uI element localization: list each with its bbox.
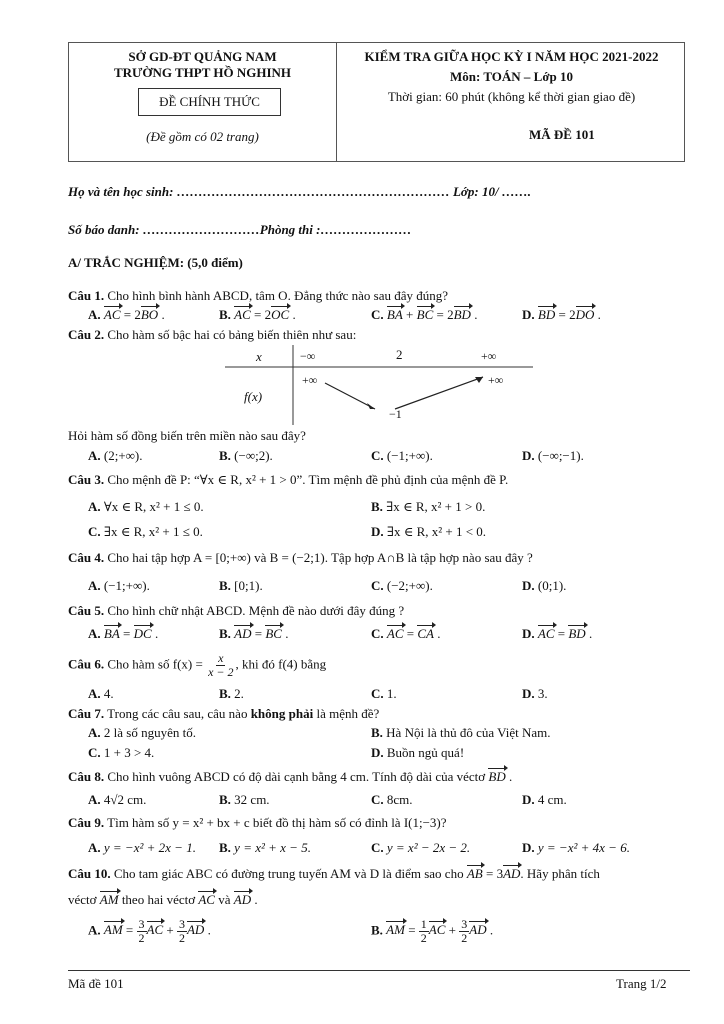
q4-option-b: B. [0;1). <box>219 578 263 593</box>
q4-option-d: D. (0;1). <box>522 578 567 593</box>
increasing-arrow <box>395 377 483 409</box>
q2-option-b: B. (−∞;2). <box>219 448 273 463</box>
table-neg-inf: −∞ <box>300 349 316 363</box>
q3-option-b: B. ∃x ∈ R, x² + 1 > 0. <box>371 499 486 514</box>
q8-option-d: D. 4 cm. <box>522 792 567 807</box>
table-fx-min: −1 <box>389 407 402 421</box>
student-id-line: Số báo danh: ………………………Phòng thi :………………… <box>68 222 412 237</box>
fraction: $\frac{x}{x - 2}$ <box>208 651 234 679</box>
question-4: Câu 4. Cho hai tập hợp A = [0;+∞) và B = (−2;1). Tập hợp A∩B là tập hợp nào sau đây ? <box>68 550 533 565</box>
table-x-label: x <box>256 349 262 364</box>
q5-option-d: D. AC = BD . <box>522 626 593 641</box>
table-pos-inf: +∞ <box>481 349 497 363</box>
table-fx-label: f(x) <box>244 389 263 404</box>
footer-page: Trang 1/2 <box>616 976 667 991</box>
q10-option-a: A. AM = $\frac{3}{2}$ AC + $\frac{3}{2}$ AD . <box>88 917 211 945</box>
q5-option-a: A. BA = DC . <box>88 626 159 641</box>
q6-option-b: B. 2. <box>219 686 244 701</box>
q9-option-d: D. y = −x² + 4x − 6. <box>522 840 630 855</box>
question-3: Câu 3. Cho mệnh đề P: “∀x ∈ R, x² + 1 > 0”. Tìm mệnh đề phủ định của mệnh đề P. <box>68 472 509 487</box>
q1-option-d: D. BD = 2DO . <box>522 307 601 322</box>
official-stamp: ĐỀ CHÍNH THỨC <box>138 88 281 116</box>
q3-option-c: C. ∃x ∈ R, x² + 1 ≤ 0. <box>88 524 203 539</box>
table-fx-pos-inf-right: +∞ <box>488 373 504 387</box>
question-6: Câu 6. Cho hàm số f(x) = $\frac{x}{x - 2}$ , khi đó f(4) bằng <box>68 651 327 679</box>
section-a-title: A/ TRẮC NGHIỆM: (5,0 điểm) <box>68 255 243 270</box>
question-5: Câu 5. Cho hình chữ nhật ABCD. Mệnh đề nào dưới đây đúng ? <box>68 603 405 618</box>
q2-option-a: A. (2;+∞). <box>88 448 143 463</box>
q7-option-b: B. Hà Nội là thủ đô của Việt Nam. <box>371 725 551 740</box>
table-x-two: 2 <box>396 347 403 362</box>
q6-option-c: C. 1. <box>371 686 397 701</box>
exam-code: MÃ ĐỀ 101 <box>529 127 595 142</box>
exam-title: KIỂM TRA GIỮA HỌC KỲ I NĂM HỌC 2021-2022 <box>364 49 659 64</box>
q8-option-b: B. 32 cm. <box>219 792 270 807</box>
exam-subject: Môn: TOÁN – Lớp 10 <box>449 69 574 84</box>
q10-option-b: B. AM = $\frac{1}{2}$ AC + $\frac{3}{2}$ AD . <box>371 917 494 945</box>
q9-option-b: B. y = x² + x − 5. <box>219 840 311 855</box>
q1-option-b: B. AC = 2OC . <box>219 307 296 322</box>
q4-option-c: C. (−2;+∞). <box>371 578 433 593</box>
question-1 <box>68 288 448 304</box>
q7-option-c: C. 1 + 3 > 4. <box>88 745 155 760</box>
q9-option-c: C. y = x² − 2x − 2. <box>371 840 471 855</box>
school-name: TRƯỜNG THPT HỒ NGHINH <box>113 65 292 80</box>
q9-option-a: A. y = −x² + 2x − 1. <box>88 840 196 855</box>
q5-option-c: C. AC = CA . <box>371 626 441 641</box>
q2-followup: Hỏi hàm số đồng biến trên miền nào sau đây? <box>68 428 306 443</box>
department-name: SỞ GD-ĐT QUẢNG NAM <box>128 49 277 64</box>
q5-option-b: B. AD = BC . <box>219 626 289 641</box>
question-8: Câu 8. Cho hình vuông ABCD có độ dài cạnh bằng 4 cm. Tính độ dài của véctơ BD . <box>68 769 513 784</box>
question-text: Cho hình bình hành ABCD, tâm O. Đẳng thức nào sau đây đúng? <box>104 288 449 303</box>
q4-option-a: A. (−1;+∞). <box>88 578 150 593</box>
q2-option-c: C. (−1;+∞). <box>371 448 433 463</box>
exam-time: Thời gian: 60 phút (không kể thời gian giao đề) <box>387 89 636 104</box>
question-2: Câu 2. Cho hàm số bậc hai có bảng biến thiên như sau: <box>68 327 357 342</box>
decreasing-arrow <box>325 383 375 409</box>
q8-option-a: A. 4√2 cm. <box>88 792 147 807</box>
question-label: Câu 1. <box>68 288 105 303</box>
footer-code: Mã đề 101 <box>68 976 124 991</box>
q3-option-d: D. ∃x ∈ R, x² + 1 < 0. <box>371 524 487 539</box>
question-10-line2: véctơ AM theo hai véctơ AC và AD . <box>68 892 258 907</box>
student-name-line: Họ và tên học sinh: ……………………………………………………… Lớp: 10/ ……. <box>68 184 532 199</box>
q6-option-d: D. 3. <box>522 686 548 701</box>
question-7: Câu 7. Trong các câu sau, câu nào không phải là mệnh đề? <box>68 706 380 721</box>
q6-option-a: A. 4. <box>88 686 114 701</box>
q1-option-c: C. BA + BC = 2BD . <box>371 307 478 322</box>
footer-rule <box>68 970 690 971</box>
question-9: Câu 9. Tìm hàm số y = x² + bx + c biết đồ thị hàm số có đỉnh là I(1;−3)? <box>68 815 447 830</box>
q7-option-d: D. Buồn ngủ quá! <box>371 745 465 760</box>
q3-option-a: A. ∀x ∈ R, x² + 1 ≤ 0. <box>88 499 204 514</box>
q2-option-d: D. (−∞;−1). <box>522 448 584 463</box>
q1-option-a: A. AC = 2BO . <box>88 307 165 322</box>
question-10: Câu 10. Cho tam giác ABC có đường trung tuyến AM và D là điểm sao cho AB = 3AD. Hãy phân tích <box>68 866 600 881</box>
q8-option-c: C. 8cm. <box>371 792 413 807</box>
exam-header <box>68 42 685 162</box>
pages-note: (Đề gồm có 02 trang) <box>146 129 259 144</box>
q7-option-a: A. 2 là số nguyên tố. <box>88 725 196 740</box>
table-fx-pos-inf-left: +∞ <box>302 373 318 387</box>
